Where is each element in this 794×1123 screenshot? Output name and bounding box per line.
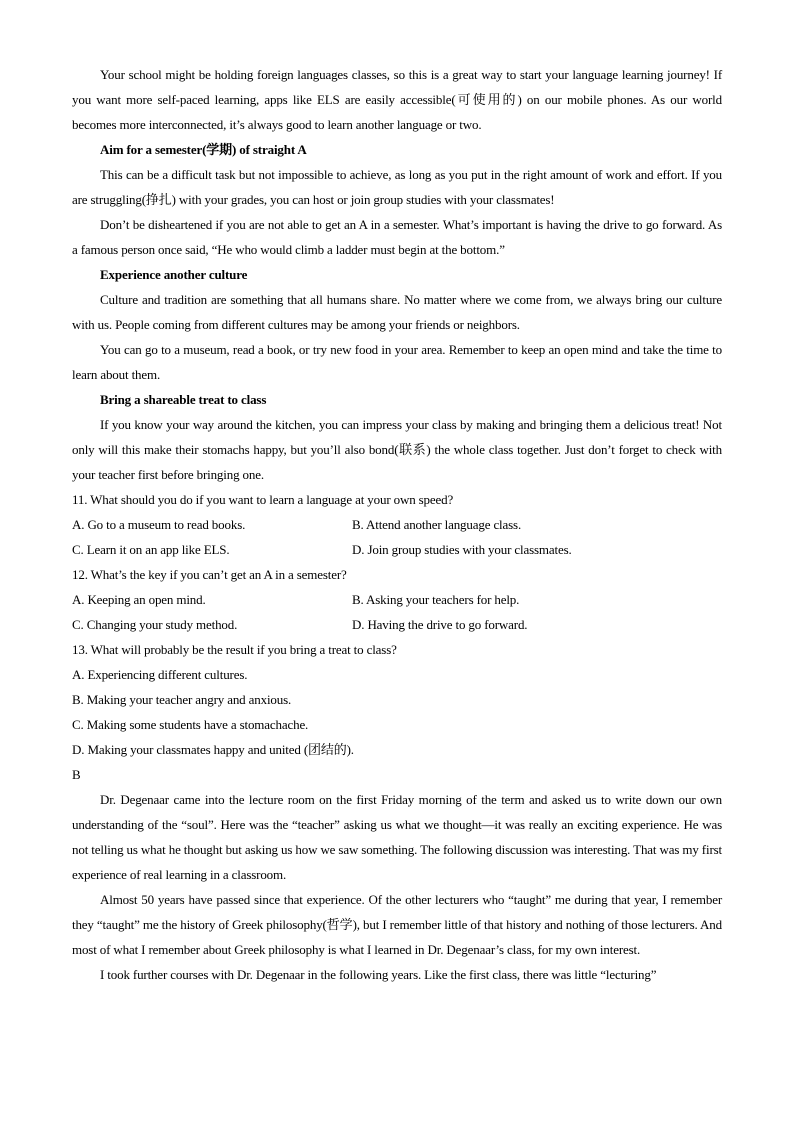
semester-paragraph-2: Don’t be disheartened if you are not able to get an A in a semester. What’s important is having the drive to go forward. As a famous person once said, “He who would climb a ladder must begin at the bottom.” — [72, 217, 722, 257]
passage-a-intro-paragraph: Your school might be holding foreign languages classes, so this is a great way to start your language learning journey! If you want more self-paced learning, apps like ELS are easily accessible(可使用的) on our mobile phones. As our world becomes more interconnected, it’s always good to learn another language or two. — [72, 67, 722, 132]
question-11-option-a: A. Go to a museum to read books. — [72, 517, 246, 532]
document-page — [72, 62, 722, 987]
question-11-option-c: C. Learn it on an app like ELS. — [72, 542, 230, 557]
question-13-option-d: D. Making your classmates happy and united (团结的). — [72, 742, 354, 757]
passage-b-paragraph-1: Dr. Degenaar came into the lecture room on the first Friday morning of the term and asked us to write down our own understanding of the “soul”. Here was the “teacher” asking us what we thought—it was really an exciting experience. He was not telling us what he thought but asking us how we saw something. The following discussion was interesting. That was my first experience of real learning in a classroom. — [72, 792, 722, 882]
question-13-option-c: C. Making some students have a stomachache. — [72, 717, 309, 732]
question-11-stem: 11. What should you do if you want to learn a language at your own speed? — [72, 492, 454, 507]
heading-treat: Bring a shareable treat to class — [100, 392, 267, 407]
question-13-option-b: B. Making your teacher angry and anxious. — [72, 692, 292, 707]
question-12-options-row-2 — [72, 612, 722, 637]
question-13-option-a: A. Experiencing different cultures. — [72, 667, 248, 682]
culture-paragraph-1: Culture and tradition are something that all humans share. No matter where we come from, we always bring our culture with us. People coming from different cultures may be among your friends or neighbors. — [72, 292, 722, 332]
treat-paragraph-1: If you know your way around the kitchen, you can impress your class by making and bringing them a delicious treat! Not only will this make their stomachs happy, but you’ll also bond(联系) the whole class together. Just don’t forget to check with your teacher first before bringing one. — [72, 417, 722, 482]
passage-b-letter: B — [72, 767, 81, 782]
semester-paragraph-1: This can be a difficult task but not impossible to achieve, as long as you put in the right amount of work and effort. If you are struggling(挣扎) with your grades, you can host or join group studies with your classmates! — [72, 167, 722, 207]
question-12-option-b: B. Asking your teachers for help. — [352, 592, 520, 607]
culture-paragraph-2: You can go to a museum, read a book, or try new food in your area. Remember to keep an open mind and take the time to learn about them. — [72, 342, 722, 382]
passage-b-paragraph-3: I took further courses with Dr. Degenaar in the following years. Like the first class, there was little “lecturing” — [100, 967, 657, 982]
question-12-stem: 12. What’s the key if you can’t get an A in a semester? — [72, 567, 347, 582]
passage-b-paragraph-2: Almost 50 years have passed since that experience. Of the other lecturers who “taught” me during that year, I remember they “taught” me the history of Greek philosophy(哲学), but I remember little of that history and nothing of those lecturers. And most of what I remember about Greek philosophy is what I learned in Dr. Degenaar’s class, for my own interest. — [72, 892, 722, 957]
question-12-option-a: A. Keeping an open mind. — [72, 592, 206, 607]
question-12-options-row-1 — [72, 587, 722, 612]
heading-semester: Aim for a semester(学期) of straight A — [100, 142, 307, 157]
question-11-options-row-1 — [72, 512, 722, 537]
heading-culture: Experience another culture — [100, 267, 248, 282]
question-13-stem: 13. What will probably be the result if you bring a treat to class? — [72, 642, 397, 657]
question-11-option-d: D. Join group studies with your classmates. — [352, 542, 572, 557]
question-12-option-c: C. Changing your study method. — [72, 617, 238, 632]
question-12-option-d: D. Having the drive to go forward. — [352, 617, 528, 632]
question-11-option-b: B. Attend another language class. — [352, 517, 522, 532]
question-11-options-row-2 — [72, 537, 722, 562]
